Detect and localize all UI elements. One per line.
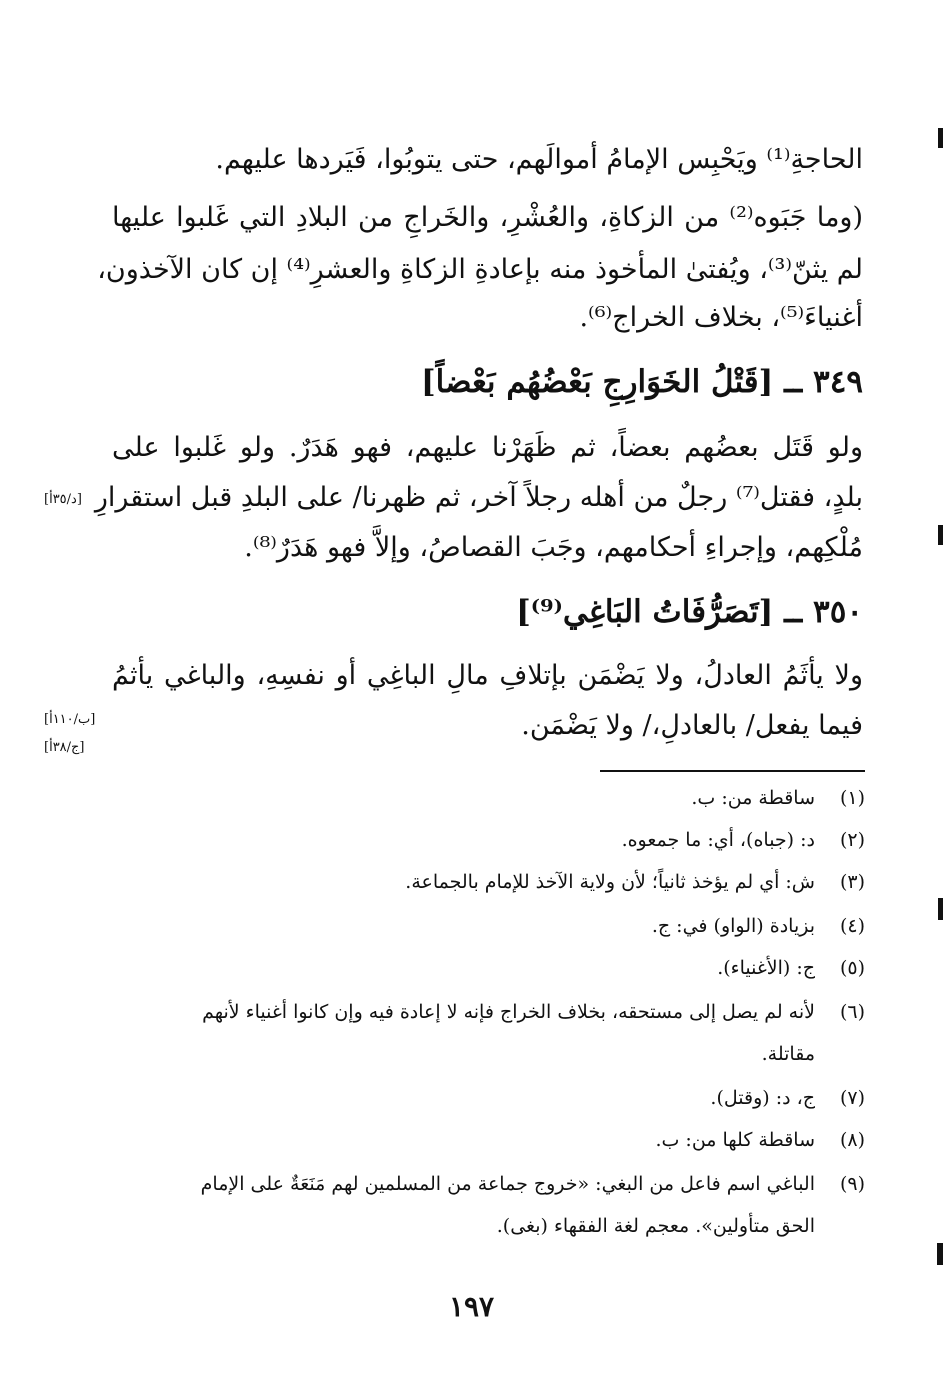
text-line: أغنياءَ⁽⁵⁾، بخلاف الخراج⁽⁶⁾.: [579, 302, 863, 333]
footnote-number: (٢): [839, 829, 865, 851]
manuscript-ref: [ج/٣٨أ]: [44, 740, 85, 755]
text-line: مُلْكِهم، وإجراءِ أحكامهم، وجَبَ القصاصُ، وإلاَّ فهو هَدَرٌ⁽⁸⁾.: [244, 532, 863, 563]
footnote: [717, 954, 865, 982]
page-number: ١٩٧: [448, 1290, 495, 1323]
footnote: [710, 1084, 865, 1112]
manuscript-ref: [د/٣٥أ]: [44, 492, 82, 507]
footnote: [202, 998, 865, 1026]
footnote: [622, 826, 865, 854]
footnote-separator: [600, 770, 865, 772]
footnote-text: لأنه لم يصل إلى مستحقه، بخلاف الخراج فإنه لا إعادة فيه وإن كانوا أغنياء لأنهم: [202, 1001, 815, 1023]
footnote: [201, 1170, 865, 1198]
manuscript-ref: [ب/١١٠أ]: [44, 712, 96, 727]
footnote-number: (٤): [839, 915, 865, 937]
text-line: الحاجةِ⁽¹⁾ ويَحْبِس الإمامُ أموالَهم، حتى يتوبُوا، فَيَردها عليهم.: [215, 144, 863, 175]
footnote-number: (٣): [839, 871, 865, 893]
footnote-number: (٧): [839, 1087, 865, 1109]
edge-mark: [938, 525, 943, 545]
text-line: فيما يفعل/ بالعادلِ،/ ولا يَضْمَن.: [521, 710, 863, 741]
footnote-number: (٥): [839, 957, 865, 979]
footnote-number: (٨): [839, 1129, 865, 1151]
footnote-number: (١): [839, 787, 865, 809]
edge-mark: [938, 128, 943, 148]
text-line: ولو قَتَل بعضُهم بعضاً، ثم ظَهَرْنا عليهم، فهو هَدَرٌ. ولو غَلبوا على: [112, 432, 863, 463]
footnote-text: بزيادة (الواو) في: ج.: [651, 915, 815, 937]
footnote-continuation: الحق متأولين». معجم لغة الفقهاء (بغى).: [496, 1215, 815, 1237]
footnote-text: ش: أي لم يؤخذ ثانياً؛ لأن ولاية الآخذ للإمام بالجماعة.: [405, 871, 815, 893]
text-line: بلدٍ، فقتل⁽⁷⁾ رجلٌ من أهله رجلاً آخر، ثم ظهرنا/ على البلدِ قبل استقرارِ: [94, 482, 863, 513]
footnote-text: ساقطة من: ب.: [691, 787, 815, 809]
footnote-text: ساقطة كلها من: ب.: [655, 1129, 815, 1151]
footnote: [655, 1126, 865, 1154]
footnote-number: (٩): [839, 1173, 865, 1195]
text-line: (وما جَبَوه⁽²⁾ من الزكاةِ، والعُشْرِ، والخَراجِ من البلادِ التي غَلبوا عليها: [112, 202, 863, 233]
edge-mark: [937, 1243, 943, 1265]
text-line: لم يثنّ⁽³⁾، ويُفتىٰ المأخوذ منه بإعادةِ الزكاةِ والعشرِ⁽⁴⁾ إن كان الآخذون،: [97, 254, 863, 285]
footnote-text: ج، د: (وقتل).: [710, 1087, 815, 1109]
footnote: [691, 784, 865, 812]
footnote-continuation: مقاتلة.: [761, 1043, 815, 1065]
footnote: [405, 868, 865, 896]
section-heading: ٣٤٩ ــ [قَتْلُ الخَوَارِجِ بَعْضُهُم بَعْضاً]: [420, 364, 863, 400]
footnote: [652, 912, 865, 940]
footnote-text: د: (جباه)، أي: ما جمعوه.: [621, 829, 815, 851]
footnote-number: (٦): [839, 1001, 865, 1023]
section-heading: ٣٥٠ ــ [تَصَرُّفَاتُ البَاغِي⁽⁹⁾]: [516, 594, 863, 630]
footnote-text: ج: (الأغنياء).: [717, 957, 815, 979]
edge-mark: [938, 898, 943, 920]
text-line: ولا يأثَمُ العادلُ، ولا يَضْمَن بإتلافِ مالِ الباغِي أو نفسِهِ، والباغي يأثمُ: [112, 660, 863, 691]
footnote-text: الباغي اسم فاعل من البغي: «خروج جماعة من المسلمين لهم مَنَعَةٌ على الإمام: [200, 1173, 815, 1195]
